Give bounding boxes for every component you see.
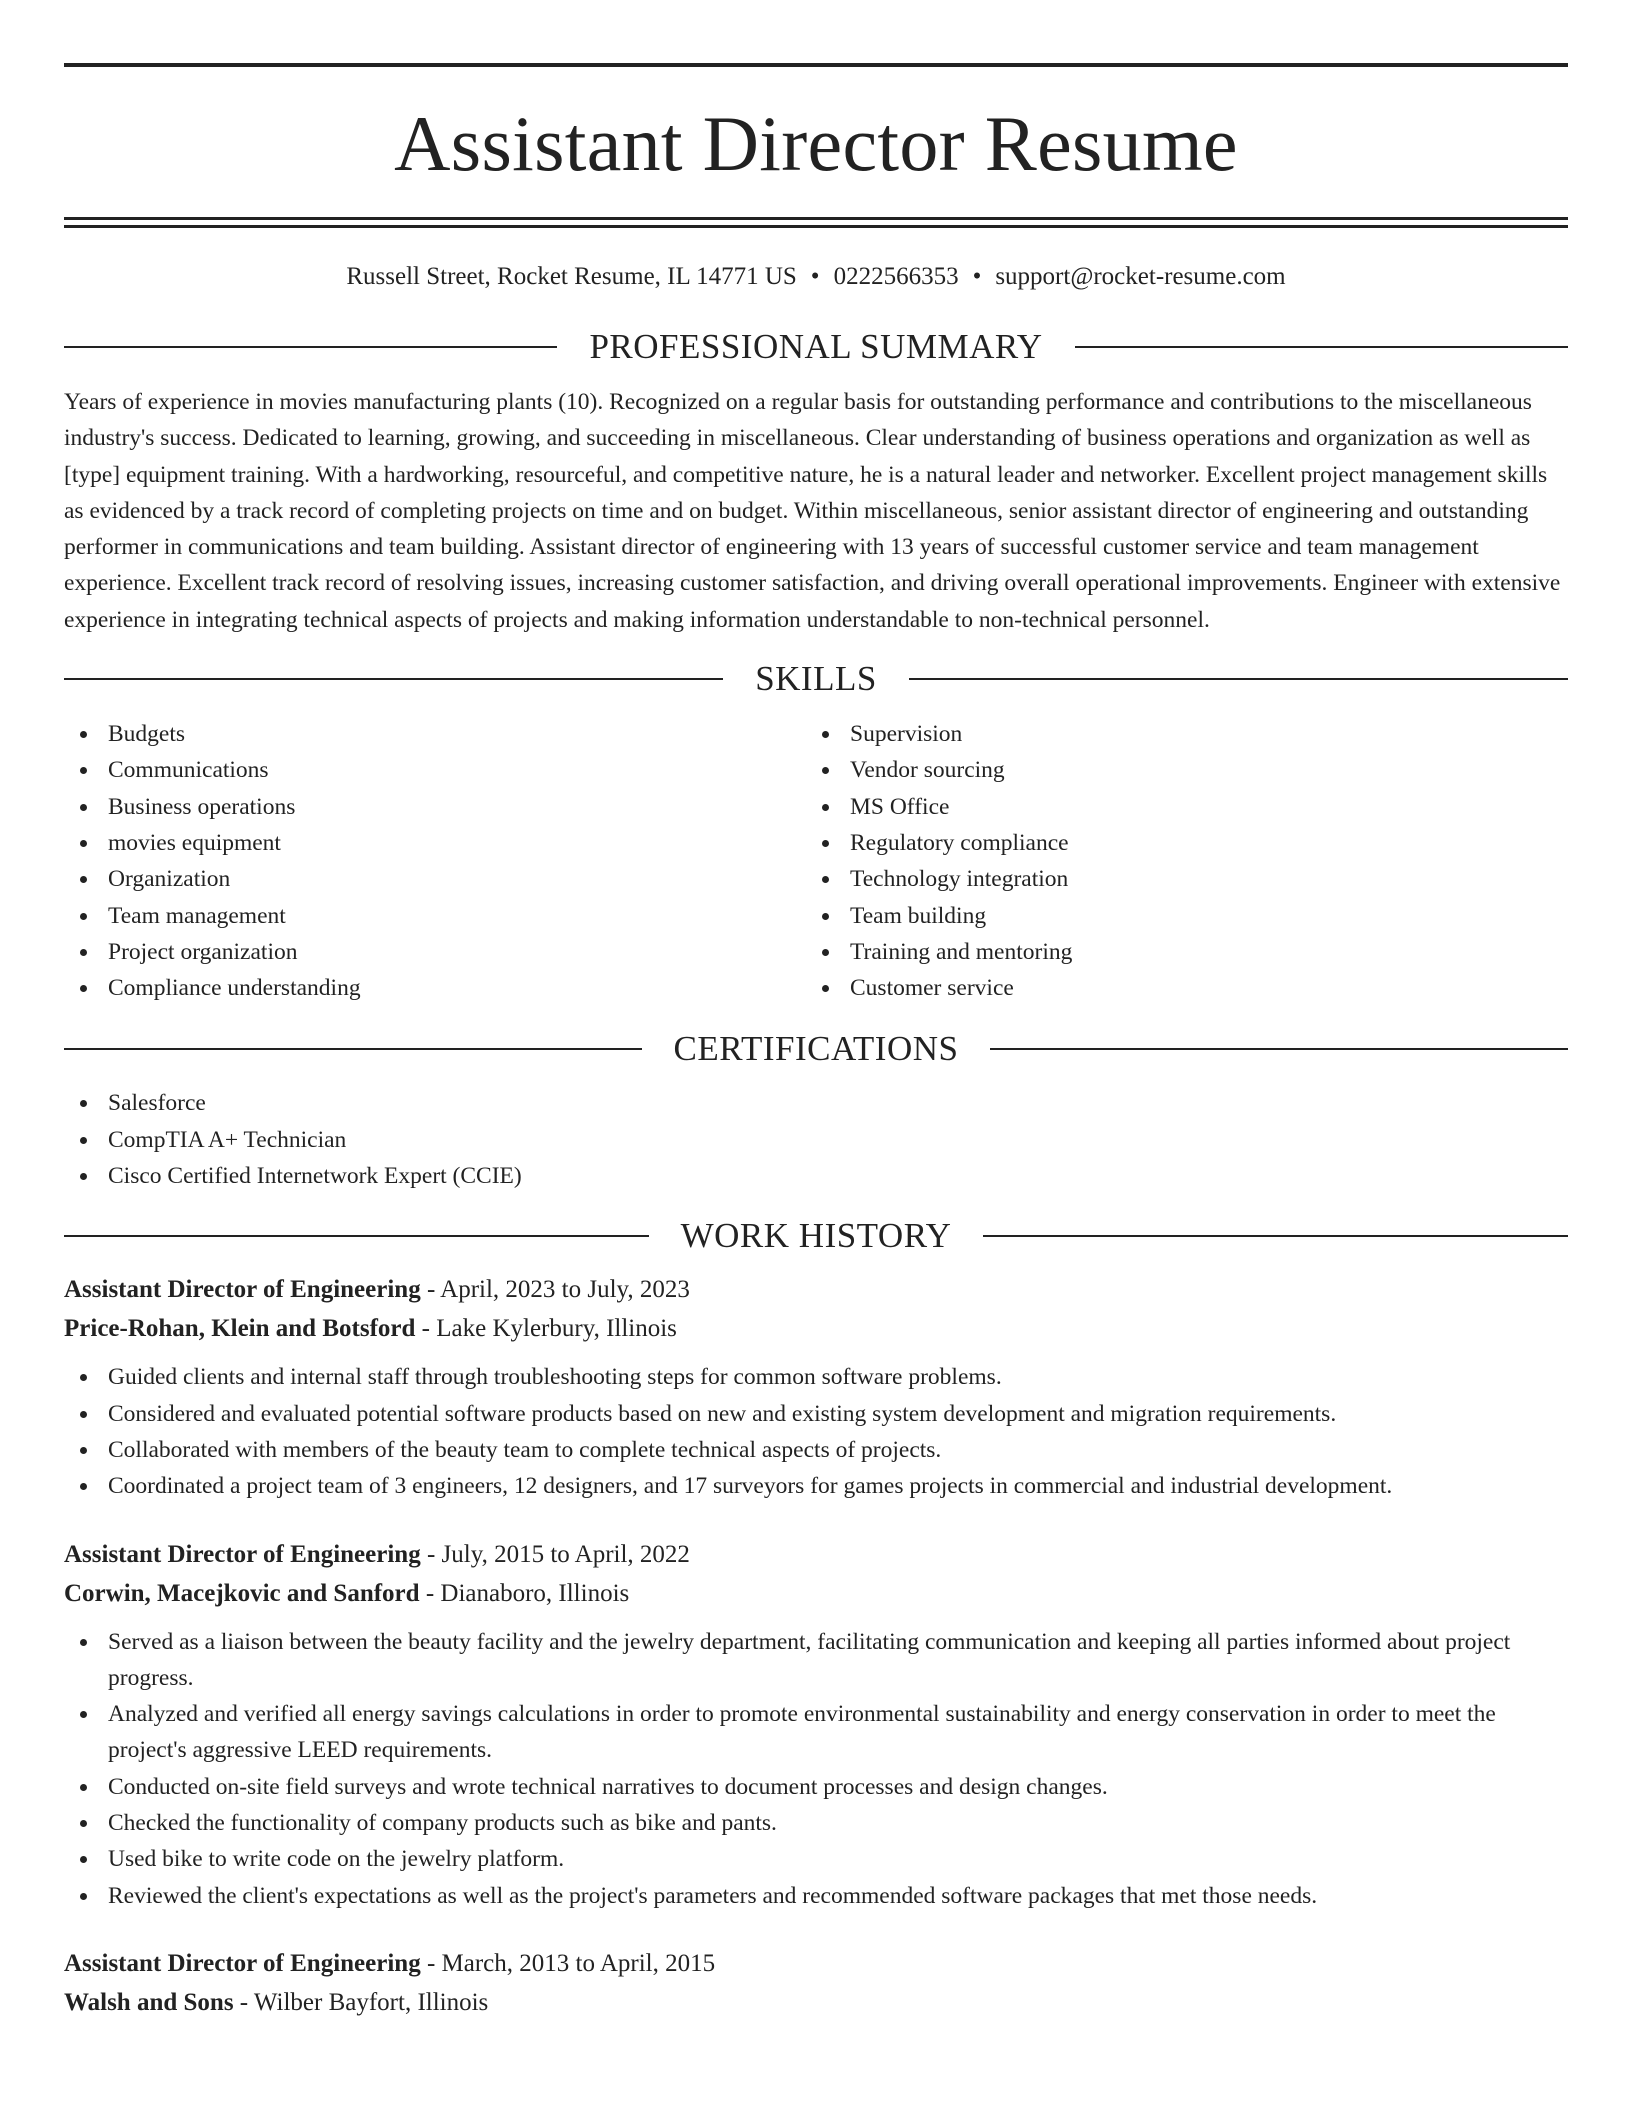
contact-line [64,262,1568,292]
job-company: Walsh and Sons [64,1988,234,2016]
skill-item: Vendor sourcing [806,752,1548,788]
resume-title: Assistant Director Resume [394,100,1238,187]
job-title-line [64,1944,1568,1983]
skill-item: Training and mentoring [806,934,1548,970]
summary-text: Years of experience in movies manufacturing plants (10). Recognized on a regular basis for outstanding performance and contributions to the miscellaneous industry's success. Dedicated to learning, growing, and succeeding in miscellaneous. Clear understanding of business operations and organization as well as [type] equipment training. With a hardworking, resourceful, and competitive nature, he is a natural leader and networker. Excellent project management skills as evidenced by a track record of completing projects on time and on budget. Within miscellaneous, senior assistant director of engineering and outstanding performer in communications and team building. Assistant director of engineering with 13 years of successful customer service and team management experience. Excellent track record of resolving issues, increasing customer satisfaction, and driving overall operational improvements. Engineer with extensive experience in integrating technical aspects of projects and making information understandable to non-technical personnel. [64,389,1561,633]
skill-item: Compliance understanding [64,970,806,1006]
skills-list-right [806,716,1548,1006]
summary-heading [64,327,1568,367]
skills-column-left [64,716,806,1006]
skill-item: Team management [64,898,806,934]
section-title: SKILLS [755,659,877,699]
section-title: WORK HISTORY [680,1216,952,1256]
skill-item: Regulatory compliance [806,825,1548,861]
skill-item: MS Office [806,789,1548,825]
work-history-heading [64,1216,1568,1256]
certifications-list [64,1085,1568,1194]
header-double-rule [64,217,1568,228]
divider-line [64,1048,642,1050]
skills-grid [64,716,1568,1006]
job-duty-item: Coordinated a project team of 3 engineers, 12 designers, and 17 surveyors for games projects in commercial and industrial development. [64,1468,1568,1504]
certification-item: Salesforce [64,1085,1568,1121]
job-title-line [64,1270,1568,1309]
certification-item: CompTIA A+ Technician [64,1122,1568,1158]
job-company: Corwin, Macejkovic and Sanford [64,1579,420,1607]
job-duty-item: Served as a liaison between the beauty facility and the jewelry department, facilitating communication and keeping all parties informed about project progress. [64,1624,1568,1697]
job-dates: - March, 2013 to April, 2015 [420,1949,716,1977]
skill-item: Supervision [806,716,1548,752]
skill-item: Team building [806,898,1548,934]
job-duty-item: Collaborated with members of the beauty team to complete technical aspects of projects. [64,1432,1568,1468]
job-company-line [64,1309,1568,1348]
certification-item: Cisco Certified Internetwork Expert (CCIE) [64,1158,1568,1194]
skill-item: Communications [64,752,806,788]
header-top-rule [64,63,1568,67]
contact-email[interactable]: support@rocket-resume.com [995,263,1286,290]
job-location: - Lake Kylerbury, Illinois [415,1315,677,1343]
skill-item: Technology integration [806,861,1548,897]
divider-line [64,678,723,680]
certifications-heading [64,1029,1568,1069]
job-duty-item: Considered and evaluated potential software products based on new and existing system development and migration requirements. [64,1396,1568,1432]
job-dates: - July, 2015 to April, 2022 [420,1540,690,1568]
skill-item: Project organization [64,934,806,970]
skill-item: movies equipment [64,825,806,861]
divider-line [1075,346,1568,348]
job-title-line [64,1535,1568,1574]
job-duty-item: Guided clients and internal staff through troubleshooting steps for common software problems. [64,1359,1568,1395]
job-duty-item: Analyzed and verified all energy savings calculations in order to promote environmental sustainability and energy conservation in order to meet the project's aggressive LEED requirements. [64,1696,1568,1769]
divider-line [909,678,1568,680]
job-company-line [64,1574,1568,1613]
job-entry [64,1270,1568,1504]
divider-line [64,346,557,348]
job-duty-item: Reviewed the client's expectations as well as the project's parameters and recommended software packages that met those needs. [64,1878,1568,1914]
job-title: Assistant Director of Engineering [64,1276,421,1304]
job-location: - Wilber Bayfort, Illinois [233,1988,489,2016]
job-company-line [64,1983,1568,2022]
contact-separator: • [810,263,820,290]
skills-heading [64,659,1568,699]
resume-page [64,0,1568,2022]
job-dates: - April, 2023 to July, 2023 [420,1276,690,1304]
job-duty-item: Conducted on-site field surveys and wrote technical narratives to document processes and design changes. [64,1769,1568,1805]
contact-separator: • [972,263,982,290]
job-title: Assistant Director of Engineering [64,1949,421,1977]
job-duties-list [64,1359,1568,1504]
job-location: - Dianaboro, Illinois [419,1579,630,1607]
skill-item: Customer service [806,970,1548,1006]
job-entry [64,1535,1568,1914]
job-title: Assistant Director of Engineering [64,1540,421,1568]
job-duties-list [64,1624,1568,1914]
job-entry [64,1944,1568,2022]
divider-line [990,1048,1568,1050]
skills-column-right [806,716,1548,1006]
job-duty-item: Used bike to write code on the jewelry platform. [64,1841,1568,1877]
section-title: CERTIFICATIONS [673,1029,959,1069]
job-duty-item: Checked the functionality of company products such as bike and pants. [64,1805,1568,1841]
skills-list-left [64,716,806,1006]
contact-phone: 0222566353 [833,263,959,290]
section-title: PROFESSIONAL SUMMARY [589,327,1043,366]
contact-address: Russell Street, Rocket Resume, IL 14771 US [346,263,797,290]
skill-item: Business operations [64,789,806,825]
divider-line [983,1235,1568,1237]
skill-item: Organization [64,861,806,897]
divider-line [64,1235,649,1237]
job-company: Price-Rohan, Klein and Botsford [64,1315,416,1343]
skill-item: Budgets [64,716,806,752]
